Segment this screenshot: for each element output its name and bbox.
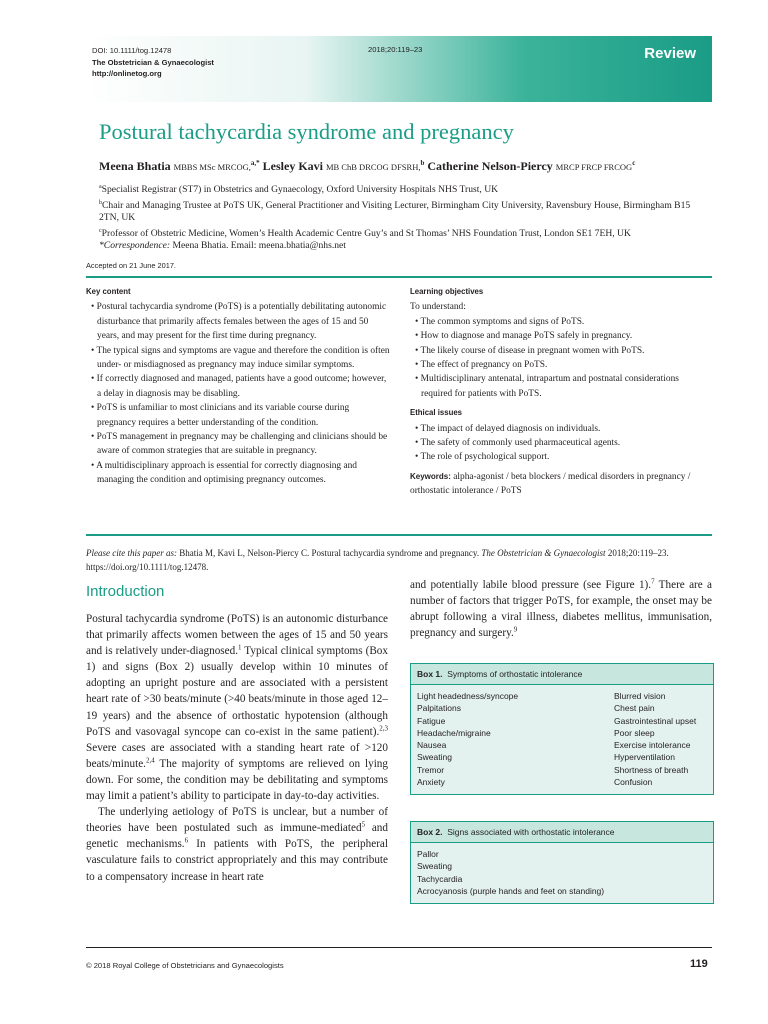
affiliation: Specialist Registrar (ST7) in Obstetrics and Gynaecology, Oxford University Hospitals NHS Trust, UK <box>101 184 499 196</box>
article-title: Postural tachycardia syndrome and pregnancy <box>99 119 514 144</box>
body-column-right <box>410 577 712 641</box>
doi[interactable]: DOI: 10.1111/tog.12478 <box>92 46 172 55</box>
list-item: Exercise intolerance <box>614 740 691 751</box>
footer-divider <box>86 947 712 948</box>
learning-intro: To understand: <box>410 302 466 313</box>
key-content-box <box>86 285 390 488</box>
divider <box>86 534 712 536</box>
list-item: • If correctly diagnosed and managed, patients have a good outcome; however, a delay in diagnosis may be disabling. <box>91 374 387 399</box>
list-item: Headache/migraine <box>417 727 491 738</box>
list-item: Poor sleep <box>614 727 655 738</box>
box-2 <box>410 821 714 904</box>
list-item: Sweating <box>417 861 452 872</box>
ethical-heading: Ethical issues <box>410 408 463 418</box>
list-item: Palpitations <box>417 703 461 714</box>
header-citation: 2018;20:119–23 <box>368 45 423 54</box>
list-item: • The common symptoms and signs of PoTS. <box>415 316 585 327</box>
list-item: Tremor <box>417 764 445 775</box>
list-item: • A multidisciplinary approach is essential for correctly diagnosing and managing the condition and optimising pregnancy outcomes. <box>91 460 357 486</box>
copyright: © 2018 Royal College of Obstetricians and Gynaecologists <box>86 961 284 970</box>
list-item: Gastrointestinal upset <box>614 715 697 726</box>
divider <box>86 276 712 278</box>
list-item: Blurred vision <box>614 691 666 701</box>
list-item: • The impact of delayed diagnosis on individuals. <box>415 423 601 434</box>
list-item: • Postural tachycardia syndrome (PoTS) is a potentially debilitating autonomic disturbance that primarily affects females between the ages of 15 and 50 years, and may present for the first time during pregnancy. <box>91 302 387 342</box>
list-item: • How to diagnose and manage PoTS safely in pregnancy. <box>415 331 633 342</box>
key-content-heading: Key content <box>86 287 131 296</box>
list-item: Fatigue <box>417 715 446 726</box>
author-sup: a,* <box>250 159 260 167</box>
list-item: Acrocyanosis (purple hands and feet on standing) <box>417 885 605 896</box>
paragraph: The underlying aetiology of PoTS is unclear, but a number of theories have been postulated such as immune-mediated$^5$ and genetic mechanisms.$^6$ In patients with PoTS, the peripheral vasculature fails to constrict appropriately and this may contribute to a compensatory increase in heart rate <box>86 806 389 883</box>
list-item: Sweating <box>417 752 452 763</box>
list-item: • The likely course of disease in pregnant women with PoTS. <box>415 345 645 356</box>
page-number: 119 <box>690 958 708 970</box>
journal-header <box>86 36 712 102</box>
list-item: • The role of psychological support. <box>415 452 550 463</box>
author-name: Lesley Kavi <box>262 159 323 173</box>
list-item: Shortness of breath <box>614 764 689 775</box>
learning-box <box>410 285 712 499</box>
list-item: • The typical signs and symptoms are vague and therefore the condition is often under- or misdiagnosed as pregnancy may induce similar symptoms. <box>91 345 390 371</box>
citation-note: Please cite this paper as: Bhatia M, Kavi L, Nelson-Piercy C. Postural tachycardia syndrome and pregnancy. The Obstetrician & Gynaecologist 2018;20:119–23. https://doi.org/10.1111/tog.12478. <box>86 548 669 572</box>
paragraph: Postural tachycardia syndrome (PoTS) is an autonomic disturbance that primarily affects women between the ages of 15 and 50 years and is relatively under-diagnosed.$^1$ Typical clinical symptoms (Box 1) and signs (Box 2) usually develop within 10 minutes of adopting an upright posture and are associated with a persistent heart rate of >30 beats/minute (>40 beats/minute in those aged 12–19 years) and the absence of orthostatic hypotension (although PoTS and vasovagal syncope can co-exist in the same patient).$^{2,3}$ Severe cases are associated with a standing heart rate of >120 beats/minute.$^{2,4}$ The majority of symptoms are relieved on lying down. For some, the condition may be debilitating and symptoms may limit a patient’s ability to participate in day-to-day activities. <box>86 613 388 803</box>
author-credentials: MB ChB DRCOG DFSRH, <box>325 162 421 172</box>
learning-heading: Learning objectives <box>410 287 484 296</box>
author-sup: c <box>632 159 636 167</box>
box-1 <box>410 663 714 795</box>
box-2-title: Box 2. Signs associated with orthostatic intolerance <box>411 822 713 843</box>
correspondence[interactable]: Meena Bhatia. Email: meena.bhatia@nhs.net <box>172 240 346 252</box>
author-credentials: MRCP FRCP FRCOG <box>555 162 633 172</box>
list-item: • The effect of pregnancy on PoTS. <box>415 360 548 371</box>
list-item: Tachycardia <box>417 873 463 884</box>
list-item: Nausea <box>417 740 447 751</box>
list-item: • Multidisciplinary antenatal, intrapartum and postnatal considerations required for patients with PoTS. <box>415 374 679 399</box>
header-meta <box>92 45 214 80</box>
body-column-left <box>86 611 388 885</box>
paragraph: and potentially labile blood pressure (see Figure 1).$^7$ There are a number of factors that trigger PoTS, for example, the onset may be abrupt following a viral illness, diabetes mellitus, immunisation, pregnancy and surgery.$^9$ <box>410 577 712 640</box>
author-name: Meena Bhatia <box>99 159 171 173</box>
journal-name: The Obstetrician & Gynaecologist <box>92 57 214 67</box>
author-name: Catherine Nelson-Piercy <box>427 159 553 173</box>
list-item: Chest pain <box>614 703 655 714</box>
list-item: Hyperventilation <box>614 752 675 763</box>
author-list <box>99 159 635 174</box>
list-item: Confusion <box>614 777 653 788</box>
author-sup: b <box>420 159 425 167</box>
list-item: • PoTS is unfamiliar to most clinicians and its variable course during pregnancy requires a better understanding of the condition. <box>91 403 350 428</box>
affiliation: Professor of Obstetric Medicine, Women’s Health Academic Centre Guy’s and St Thomas’ NHS Foundation Trust, London SE1 7EH, UK <box>101 227 631 239</box>
journal-url[interactable]: http://onlinetog.org <box>92 69 162 78</box>
section-heading: Introduction <box>86 583 165 600</box>
correspondence-label: *Correspondence: <box>99 240 171 252</box>
author-credentials: MBBS MSc MRCOG, <box>173 162 251 172</box>
list-item: • The safety of commonly used pharmaceutical agents. <box>415 438 621 449</box>
box-1-title: Box 1. Symptoms of orthostatic intolerance <box>411 664 713 685</box>
list-item: Anxiety <box>417 777 445 788</box>
keywords: Keywords: alpha-agonist / beta blockers / medical disorders in pregnancy / orthostatic intolerance / PoTS <box>410 471 691 497</box>
affiliation: Chair and Managing Trustee at PoTS UK, General Practitioner and Visiting Lecturer, Birmingham City University, Ravensbury House, Birmingham B15 2TN, UK <box>99 199 691 224</box>
accepted-date: Accepted on 21 June 2017. <box>86 261 176 270</box>
affiliations: $^a$Specialist Registrar (ST7) in Obstetrics and Gynaecology, Oxford University Hospitals NHS Trust, UK $^b$Chair and Managing Trustee at PoTS UK, General Practitioner and Visiting Lecturer, Birmingham City University, Ravensbury House, Birmingham B15 2TN, UK $^c$Professor of Obstetric Medicine, Women’s Health Academic Centre Guy’s and St Thomas’ NHS Foundation Trust, London SE1 7EH, UK *Correspondence: Meena Bhatia. Email: meena.bhatia@nhs.net <box>99 184 691 252</box>
list-item: Light headedness/syncope <box>417 691 519 701</box>
list-item: Pallor <box>417 849 439 859</box>
list-item: • PoTS management in pregnancy may be challenging and clinicians should be aware of common strategies that are suitable in pregnancy. <box>91 432 388 457</box>
section-label: Review <box>644 45 696 62</box>
